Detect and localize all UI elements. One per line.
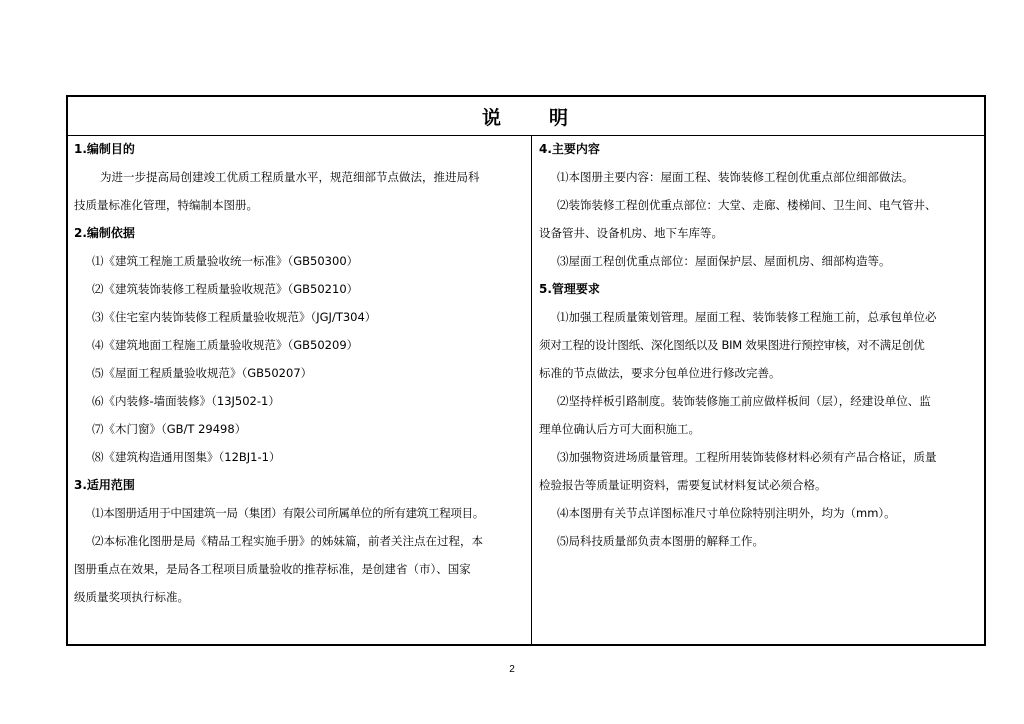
left-column — [74, 135, 524, 611]
document-frame — [66, 95, 986, 646]
list-item: ⑻《建筑构造通用图集》（12BJ1-1） — [92, 450, 281, 464]
title-row — [68, 97, 984, 136]
section-heading-scope: 3.适用范围 — [74, 478, 135, 492]
list-item: ⑸《屋面工程质量验收规范》（GB50207） — [92, 366, 313, 380]
paragraph-line: 设备管井、设备机房、地下车库等。 — [539, 226, 723, 240]
list-item: ⑹《内装修-墙面装修》（13J502-1） — [92, 394, 280, 408]
title-char-left: 说 — [481, 106, 503, 129]
paragraph-line: ⑶加强物资进场质量管理。工程所用装饰装修材料必须有产品合格证，质量 — [557, 450, 937, 464]
paragraph-line: 技质量标准化管理，特编制本图册。 — [74, 198, 258, 212]
paragraph-line: ⑴本图册适用于中国建筑一局（集团）有限公司所属单位的所有建筑工程项目。 — [92, 506, 484, 520]
paragraph-line: ⑵坚持样板引路制度。装饰装修施工前应做样板间（层），经建设单位、监 — [557, 394, 931, 408]
list-item: ⑷《建筑地面工程施工质量验收规范》（GB50209） — [92, 338, 359, 352]
paragraph-line: ⑷本图册有关节点详图标准尺寸单位除特别注明外，均为（mm）。 — [557, 506, 896, 520]
list-item: ⑴《建筑工程施工质量验收统一标准》（GB50300） — [92, 254, 359, 268]
paragraph-line: ⑶屋面工程创优重点部位：屋面保护层、屋面机房、细部构造等。 — [557, 254, 891, 268]
section-heading-content: 4.主要内容 — [539, 142, 600, 156]
paragraph-line: ⑴本图册主要内容：屋面工程、装饰装修工程创优重点部位细部做法。 — [557, 170, 914, 184]
section-heading-management: 5.管理要求 — [539, 282, 600, 296]
paragraph-line: ⑸局科技质量部负责本图册的解释工作。 — [557, 534, 764, 548]
list-item: ⑺《木门窗》（GB/T 29498） — [92, 422, 247, 436]
paragraph-line: 检验报告等质量证明资料，需要复试材料复试必须合格。 — [539, 478, 827, 492]
page-number: 2 — [509, 664, 515, 675]
paragraph-line: 级质量奖项执行标准。 — [74, 590, 189, 604]
paragraph-line: ⑵装饰装修工程创优重点部位：大堂、走廊、楼梯间、卫生间、电气管井、 — [557, 198, 937, 212]
paragraph-line: ⑵本标准化图册是局《精品工程实施手册》的姊妹篇，前者关注点在过程，本 — [92, 534, 483, 548]
paragraph-line: 为进一步提高局创建竣工优质工程质量水平，规范细部节点做法，推进局科 — [100, 170, 480, 184]
paragraph-line: 须对工程的设计图纸、深化图纸以及 BIM 效果图进行预控审核，对不满足创优 — [539, 338, 925, 352]
section-heading-purpose: 1.编制目的 — [74, 142, 135, 156]
right-column — [539, 135, 979, 555]
title-char-right: 明 — [549, 106, 571, 129]
column-divider — [531, 135, 532, 644]
list-item: ⑵《建筑装饰装修工程质量验收规范》（GB50210） — [92, 282, 359, 296]
paragraph-line: ⑴加强工程质量策划管理。屋面工程、装饰装修工程施工前，总承包单位必 — [557, 310, 937, 324]
paragraph-line: 理单位确认后方可大面积施工。 — [539, 422, 700, 436]
paragraph-line: 图册重点在效果，是局各工程项目质量验收的推荐标准，是创建省（市）、国家 — [74, 562, 471, 576]
list-item: ⑶《住宅室内装饰装修工程质量验收规范》（JGJ/T304） — [92, 310, 377, 324]
section-heading-basis: 2.编制依据 — [74, 226, 135, 240]
paragraph-line: 标准的节点做法，要求分包单位进行修改完善。 — [539, 366, 781, 380]
page-title — [482, 103, 570, 130]
